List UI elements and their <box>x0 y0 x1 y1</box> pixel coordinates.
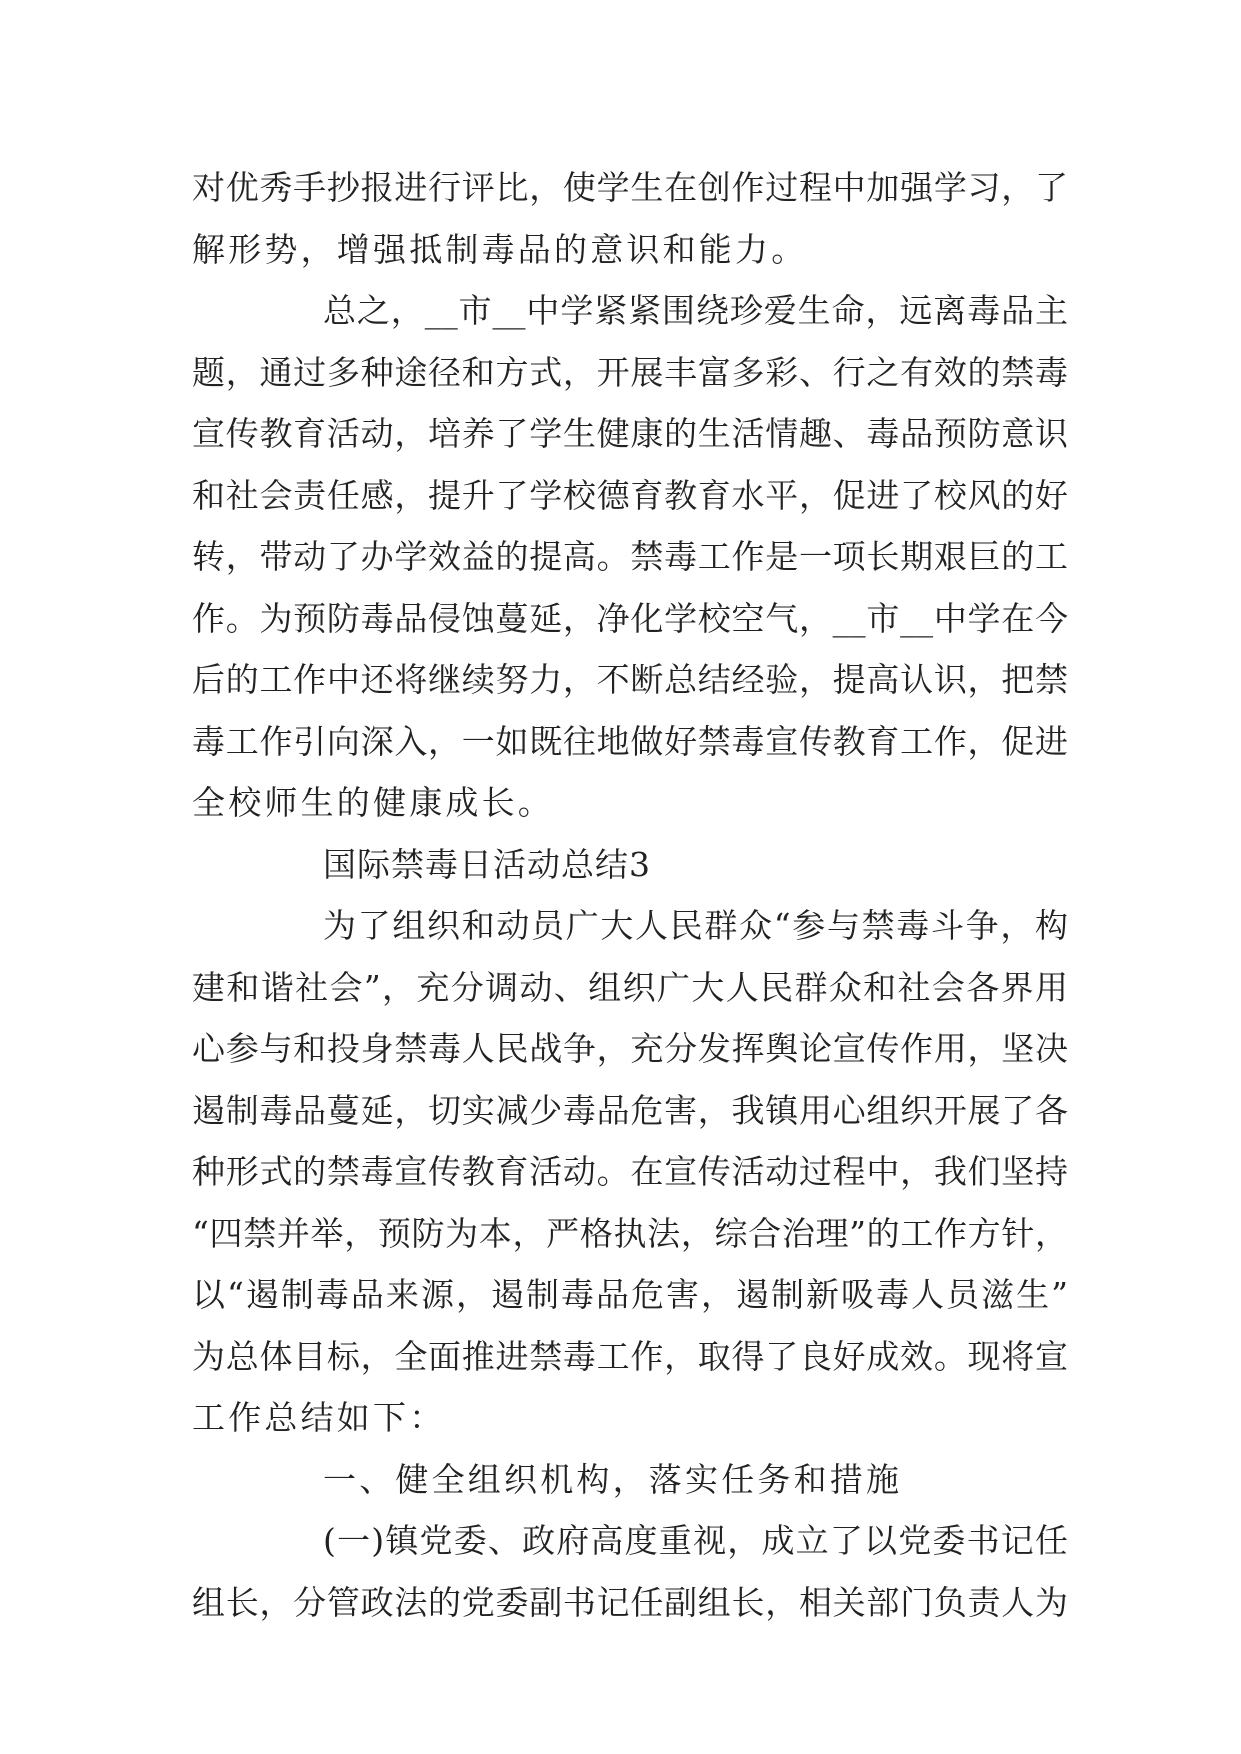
text-line: 种形式的禁毒宣传教育活动。在宣传活动过程中，我们坚持 <box>192 1152 1068 1191</box>
text-line: 建和谐社会”，充分调动、组织广大人民群众和社会各界用 <box>192 967 1068 1007</box>
text-line: 为总体目标，全面推进禁毒工作，取得了良好成效。现将宣 <box>192 1336 1068 1376</box>
text-line: 一、健全组织机构，落实任务和措施 <box>323 1459 903 1499</box>
text-line: 组长，分管政法的党委副书记任副组长，相关部门负责人为 <box>192 1582 1068 1622</box>
text-line: 对优秀手抄报进行评比，使学生在创作过程中加强学习，了 <box>192 168 1068 207</box>
text-line: 和社会责任感，提升了学校德育教育水平，促进了校风的好 <box>192 475 1068 515</box>
document-body <box>192 157 1068 1633</box>
section-heading: 国际禁毒日活动总结3 <box>323 844 651 884</box>
text-line: “四禁并举，预防为本，严格执法，综合治理”的工作方针， <box>192 1213 1068 1253</box>
text-line: 后的工作中还将继续努力，不断总结经验，提高认识，把禁 <box>192 660 1068 699</box>
text-line: 解形势，增强抵制毒品的意识和能力。 <box>192 229 808 269</box>
text-line: 以“遏制毒品来源，遏制毒品危害，遏制新吸毒人员滋生” <box>192 1275 1068 1314</box>
text-line: 遏制毒品蔓延，切实减少毒品危害，我镇用心组织开展了各 <box>192 1090 1068 1130</box>
text-line: 作。为预防毒品侵蚀蔓延，净化学校空气，__市__中学在今 <box>192 598 1069 638</box>
text-line: 题，通过多种途径和方式，开展丰富多彩、行之有效的禁毒 <box>192 352 1068 392</box>
text-line: 总之，__市__中学紧紧围绕珍爱生命，远离毒品主 <box>323 291 1068 330</box>
text-line: 宣传教育活动，培养了学生健康的生活情趣、毒品预防意识 <box>192 414 1068 453</box>
text-line: 心参与和投身禁毒人民战争，充分发挥舆论宣传作用，坚决 <box>192 1029 1068 1068</box>
text-line: 工作总结如下： <box>192 1398 446 1437</box>
text-line: (一)镇党委、政府高度重视，成立了以党委书记任 <box>323 1521 1068 1560</box>
text-line: 毒工作引向深入，一如既往地做好禁毒宣传教育工作，促进 <box>192 721 1068 761</box>
text-line: 全校师生的健康成长。 <box>192 783 554 822</box>
text-line: 为了组织和动员广大人民群众“参与禁毒斗争，构 <box>323 906 1068 945</box>
text-line: 转，带动了办学效益的提高。禁毒工作是一项长期艰巨的工 <box>192 537 1068 576</box>
